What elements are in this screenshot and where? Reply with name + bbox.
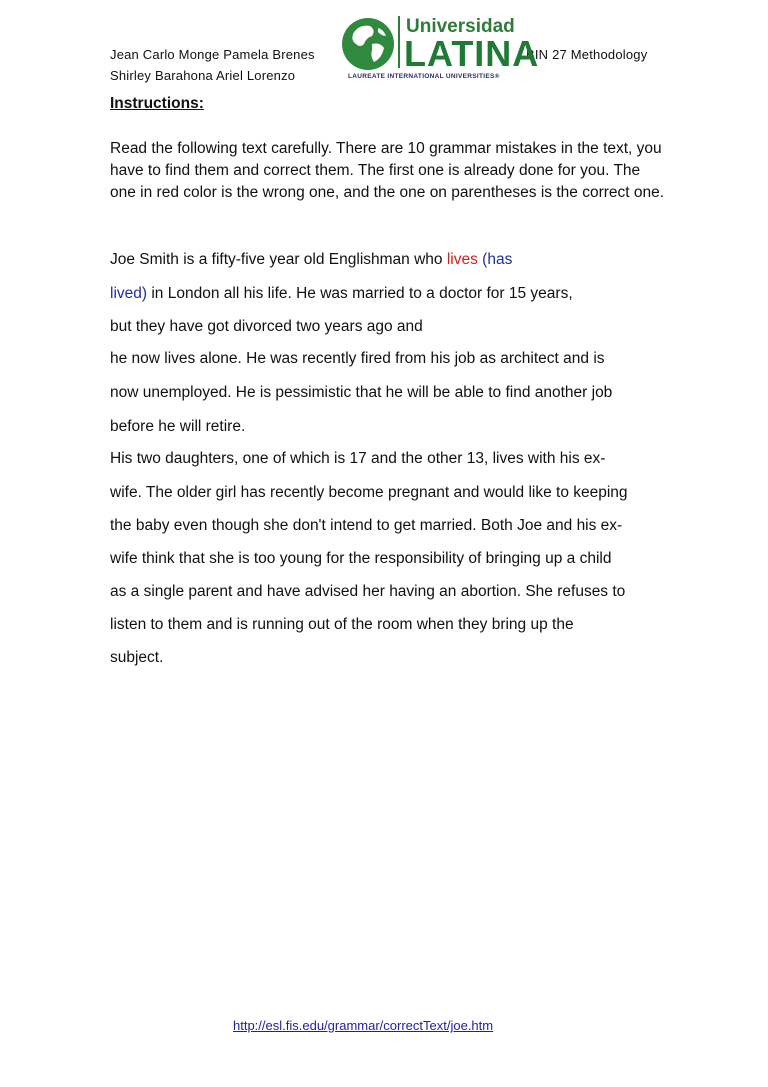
globe-icon — [340, 14, 396, 74]
text-line-1 — [110, 251, 512, 269]
line-1-text: Joe Smith is a fifty-five year old Englishman who — [110, 251, 447, 268]
logo-divider — [398, 16, 400, 68]
correction-start: (has — [477, 251, 513, 268]
text-line-2 — [110, 285, 573, 303]
authors-line-2: Shirley Barahona Ariel Lorenzo — [110, 68, 296, 83]
text-line-3: but they have got divorced two years ago and — [110, 318, 423, 335]
text-line-9: the baby even though she don't intend to get married. Both Joe and his ex- — [110, 517, 623, 534]
source-link[interactable]: http://esl.fis.edu/grammar/correctText/joe.htm — [233, 1018, 494, 1033]
logo-top-text: Universidad — [406, 16, 515, 37]
text-line-10: wife think that she is too young for the responsibility of bringing up a child — [110, 550, 612, 567]
error-word: lives — [446, 251, 478, 268]
text-line-8: wife. The older girl has recently become pregnant and would like to keeping — [110, 484, 628, 501]
text-line-5: now unemployed. He is pessimistic that he will be able to find another job — [110, 384, 613, 401]
logo-main-text: LATINA — [404, 33, 540, 74]
line-2-text: in London all his life. He was married to a doctor for 15 years, — [147, 285, 573, 302]
correction-end: lived) — [110, 285, 148, 302]
text-line-11: as a single parent and have advised her having an abortion. She refuses to — [110, 583, 626, 600]
authors-line-1: Jean Carlo Monge Pamela Brenes — [110, 47, 315, 62]
text-line-7: His two daughters, one of which is 17 and the other 13, lives with his ex- — [110, 450, 606, 467]
text-line-13: subject. — [110, 649, 164, 666]
text-line-4: he now lives alone. He was recently fired from his job as architect and is — [110, 350, 605, 367]
course-label: BIN 27 Methodology — [526, 47, 648, 62]
instructions-heading: Instructions: — [110, 95, 204, 112]
logo-sub-text: LAUREATE INTERNATIONAL UNIVERSITIES® — [348, 73, 500, 80]
text-line-6: before he will retire. — [110, 418, 246, 435]
instructions-paragraph: Read the following text carefully. There are 10 grammar mistakes in the text, you have to find them and correct them. The first one is already done for you. The one in red color is the wrong one, and the one on parentheses is the correct one. — [110, 140, 665, 201]
university-logo — [340, 12, 540, 84]
text-line-12: listen to them and is running out of the room when they bring up the — [110, 616, 574, 633]
